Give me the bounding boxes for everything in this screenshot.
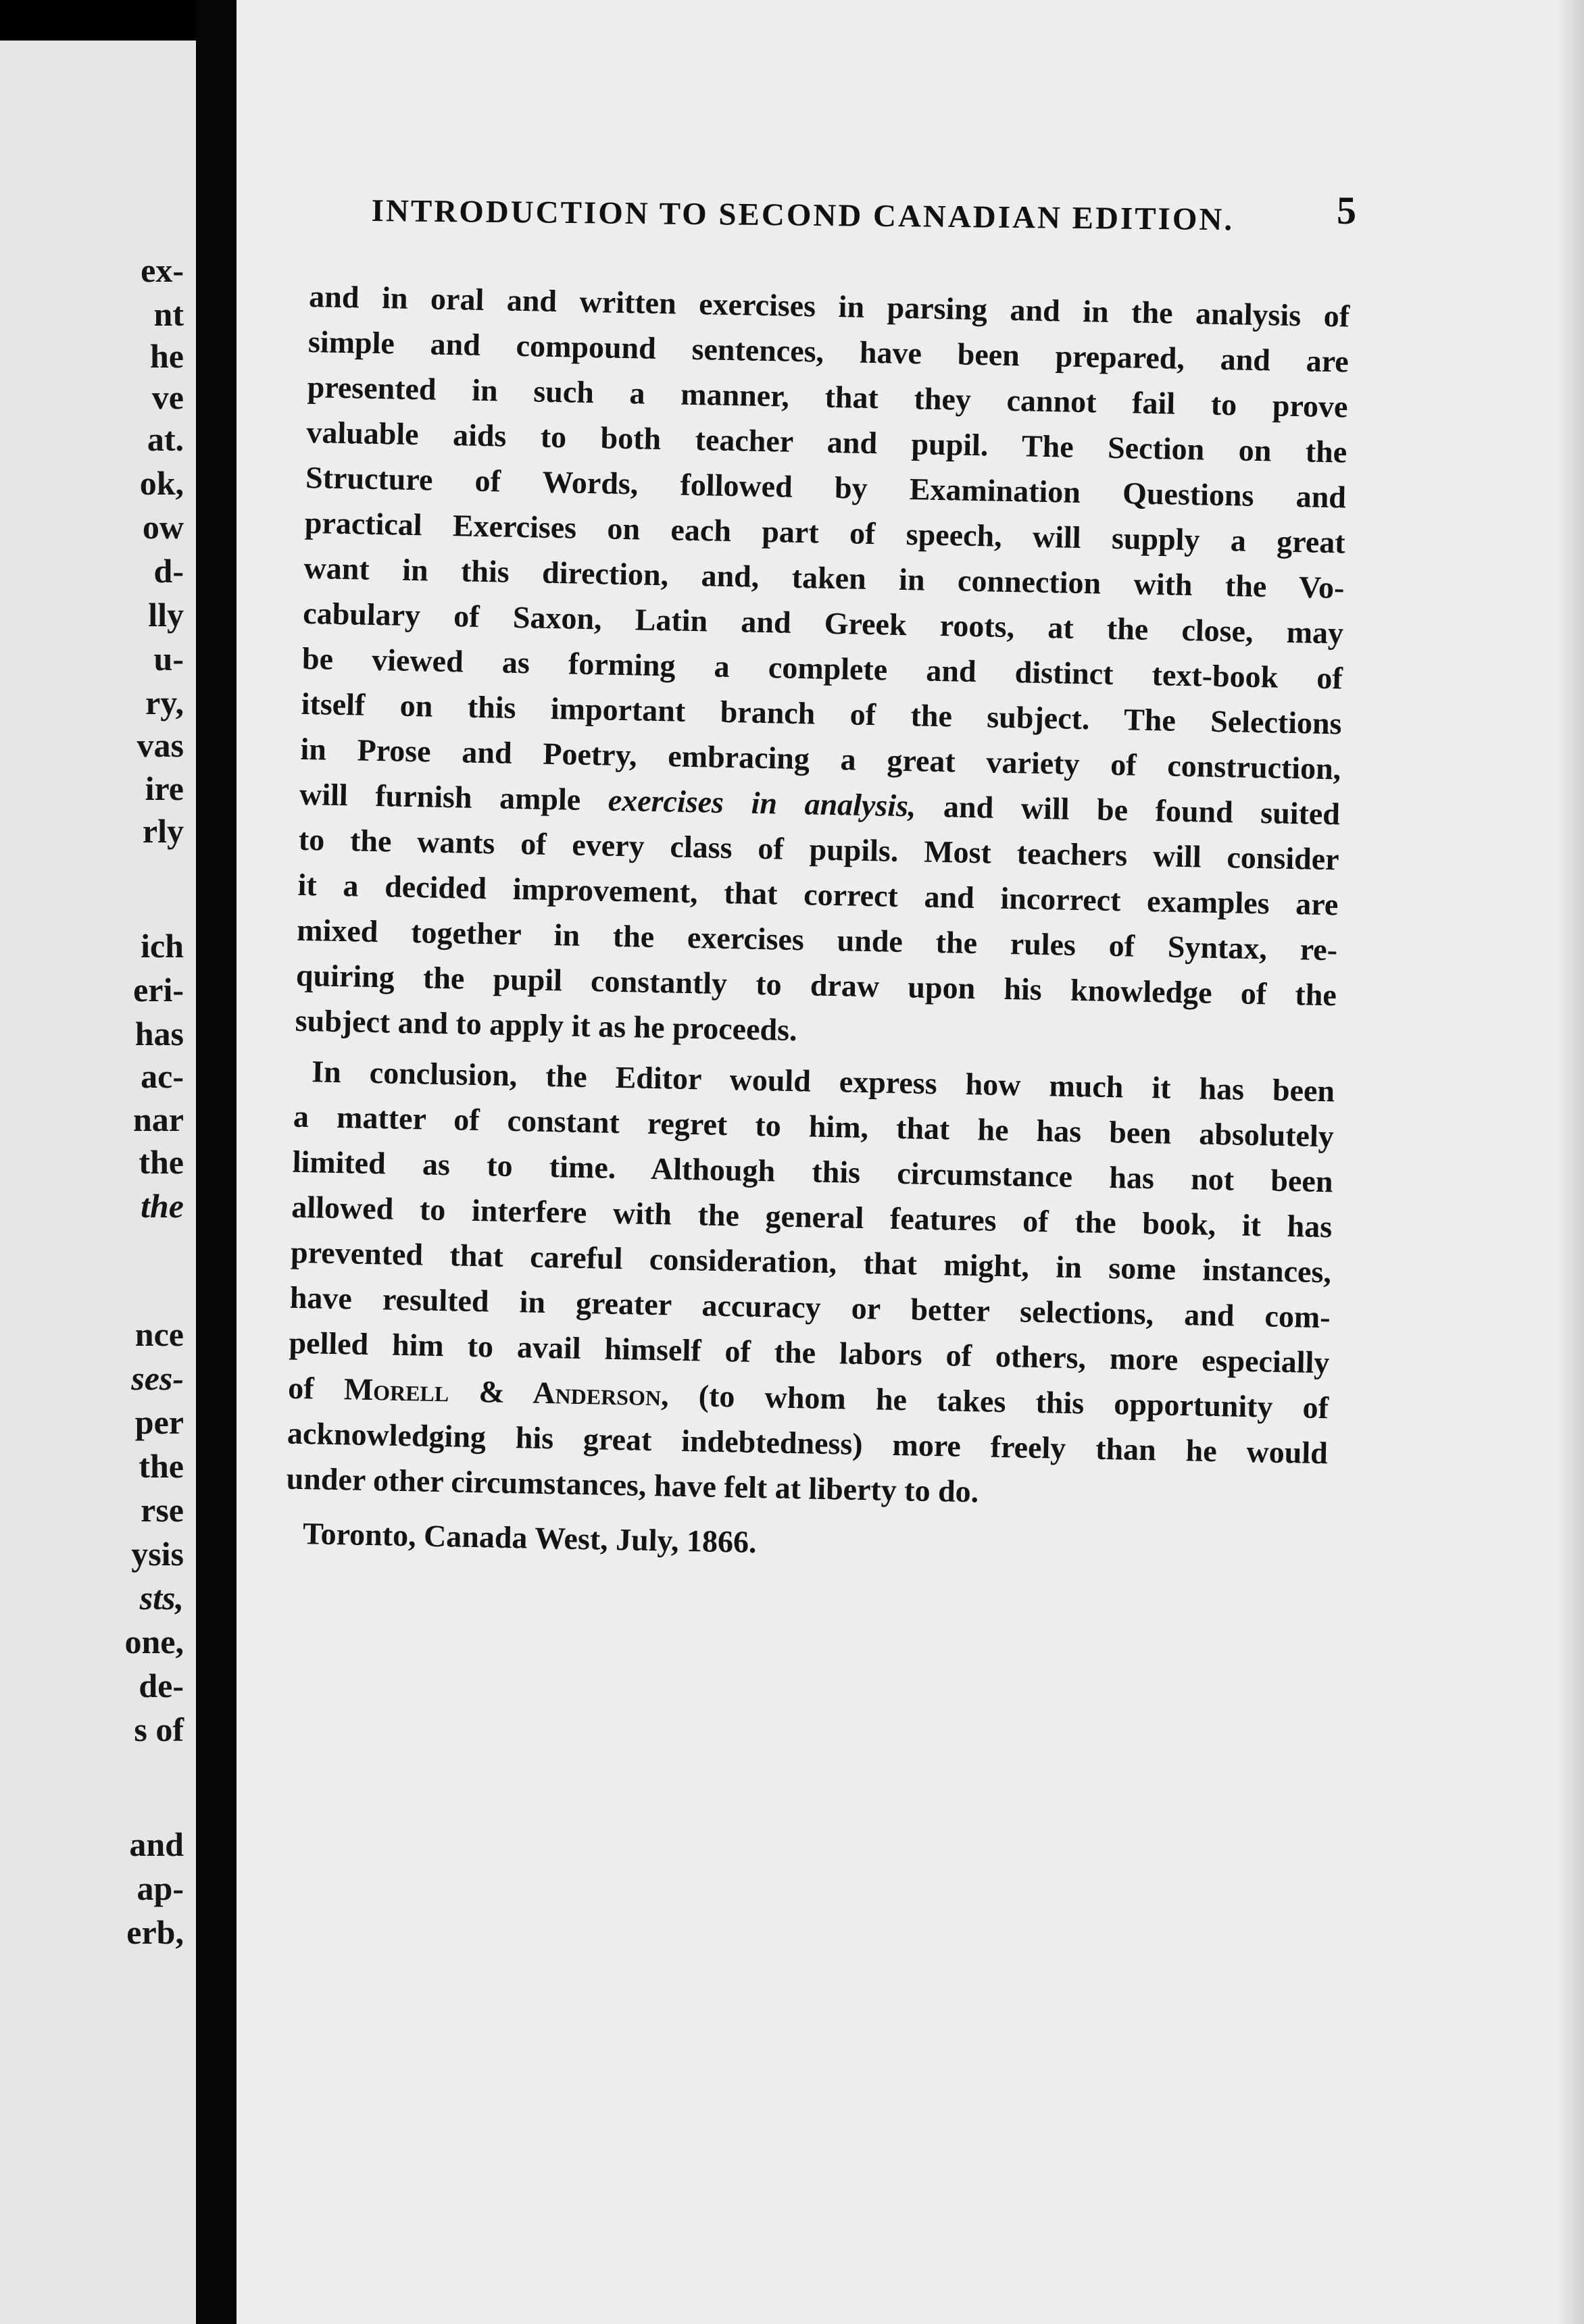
facing-page-line-fragment: ich [141,927,184,965]
text-line: quiring the pupil constantly to draw upon his knowledge of the [295,957,1337,1013]
facing-page-line-fragment: ow [142,508,184,546]
text-line: cabulary of Saxon, Latin and Greek roots, at the close, may [302,595,1344,651]
body-text [285,274,1350,1575]
paragraph-1 [295,274,1350,1063]
text-line: subject and to apply it as he proceeds. [295,1003,798,1048]
text-line: limited as to time. Although this circumstance has not been [292,1144,1333,1199]
paragraph-2 [286,1049,1335,1521]
facing-page-line-fragment: per [134,1403,184,1441]
facing-page-line-fragment: at. [147,420,184,458]
inline-text: and will be found suited [915,788,1341,832]
facing-page-line-fragment: de- [139,1667,184,1704]
facing-page-line-fragment: one, [124,1623,184,1661]
facing-page-line-fragment: the [139,1447,184,1485]
text-line: presented in such a manner, that they cannot fail to prove [307,369,1348,424]
facing-page-line-fragment: nce [134,1315,184,1353]
inline-text: (to whom he takes this opportunity of [668,1378,1329,1425]
facing-page-line-fragment: vas [137,726,184,764]
facing-page-line-fragment: ses- [131,1359,184,1397]
facing-page-line-fragment: has [134,1015,184,1053]
text-line: it a decided improvement, that correct and incorrect examples are [297,867,1339,922]
text-line: prevented that careful consideration, that might, in some instances, [290,1234,1332,1290]
text-line: simple and compound sentences, have been prepared, and are [307,324,1350,379]
signoff-line: Toronto, Canada West, July, 1866. [302,1516,758,1560]
text-line: mixed together in the exercises unde the rules of Syntax, re- [296,912,1338,967]
book-page [237,0,1584,2324]
facing-page-line-fragment: ap- [137,1869,184,1907]
facing-page-line-fragment: ve [151,378,184,416]
page-edge-shadow [1557,0,1584,2324]
facing-page-line-fragment: s of [134,1711,184,1748]
facing-page-line-fragment: sts, [139,1579,184,1617]
facing-page-fragment [0,41,196,2324]
text-line: be viewed as forming a complete and distinct text-book of [301,640,1343,696]
text-line: in Prose and Poetry, embracing a great variety of construction, [300,731,1341,786]
facing-page-line-fragment: eri- [133,971,184,1009]
facing-page-line-fragment: rly [142,812,184,850]
facing-page-line-fragment: erb, [126,1913,184,1951]
text-line: a matter of constant regret to him, that he has been absolutely [293,1098,1335,1154]
inline-text: of [287,1370,345,1407]
inline-text: will furnish ample [299,776,609,817]
facing-page-line-fragment: nar [133,1101,184,1138]
facing-page-line-fragment: ysis [131,1535,184,1573]
book-gutter [196,0,237,2324]
text-line: under other circumstances, have felt at liberty to do. [286,1461,979,1509]
facing-page-line-fragment: ire [145,769,184,807]
text-line: In conclusion, the Editor would express how much it has been [311,1054,1335,1109]
text-line: to the wants of every class of pupils. Most teachers will consider [298,822,1340,877]
text-line: pelled him to avail himself of the labors of others, more especially [289,1325,1330,1380]
facing-page-line-fragment: lly [148,596,184,634]
facing-page-line-fragment: he [150,337,184,375]
facing-page-line-fragment: nt [153,295,184,333]
text-line: have resulted in greater accuracy or better selections, and com- [289,1280,1331,1335]
page-number: 5 [1337,188,1356,232]
facing-page-line-fragment: u- [153,640,184,678]
text-line: acknowledging his great indebtedness) more freely than he would [287,1415,1329,1471]
author-names: Morell & Anderson, [343,1371,670,1413]
facing-page-line-fragment: and [129,1825,184,1863]
text-line: and in oral and written exercises in parsing and in the analysis of [308,278,1350,334]
facing-page-line-fragment: the [139,1143,184,1181]
facing-page-line-fragment: ry, [145,684,184,722]
text-line: Structure of Words, followed by Examination Questions and [305,459,1347,515]
facing-page-line-fragment: ex- [141,251,184,289]
facing-page-line-fragment: the [141,1187,184,1225]
facing-page-line-fragment: ok, [139,464,184,502]
text-line: valuable aids to both teacher and pupil. The Section on the [306,414,1347,470]
text-line: itself on this important branch of the subject. The Selections [301,686,1342,741]
emphasis-text: exercises in analysis, [608,782,916,824]
text-line: practical Exercises on each part of speech, will supply a great [304,505,1346,560]
facing-page-line-fragment: d- [153,552,184,590]
text-line: want in this direction, and, taken in connection with the Vo- [303,550,1345,605]
facing-page-line-fragment: rse [141,1491,184,1529]
running-header: INTRODUCTION TO SECOND CANADIAN EDITION. [371,193,1235,238]
facing-page-line-fragment: ac- [141,1057,184,1095]
text-line: allowed to interfere with the general features of the book, it has [291,1189,1333,1244]
